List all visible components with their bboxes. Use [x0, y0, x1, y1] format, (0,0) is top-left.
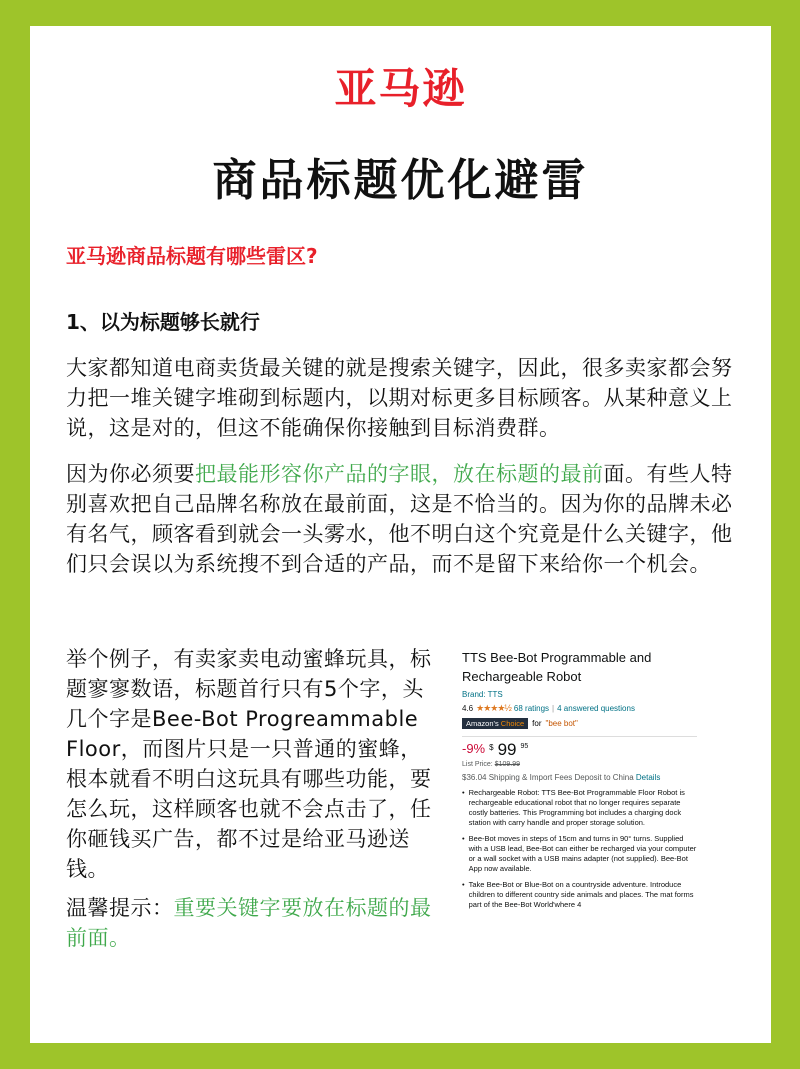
- brand-heading: 亚马逊: [334, 64, 467, 113]
- answered-questions-link[interactable]: 4 answered questions: [557, 704, 635, 713]
- tip-highlight: 重要关键字要放在标题的最前面。: [66, 896, 432, 950]
- page-title: 商品标题优化避雷: [212, 155, 589, 206]
- price-currency: $: [489, 743, 494, 752]
- product-brand-link[interactable]: Brand: TTS: [462, 690, 503, 699]
- paragraph-2: [66, 459, 746, 579]
- list-item: [462, 788, 697, 828]
- bullet-text: Take Bee-Bot or Blue-Bot on a countryside adventure. Introduce children to different country side animals and places. The mat forms part of the Bee-Bot World'where 4: [468, 880, 694, 909]
- discount-percent: -9%: [462, 741, 486, 756]
- list-price-value: $109.99: [494, 761, 520, 768]
- for-label: for: [532, 719, 542, 728]
- badge-choice: Choice: [500, 719, 525, 728]
- paragraph-2-highlight: 把最能形容你产品的字眼，放在标题的最前: [195, 462, 604, 486]
- paragraph-3: 举个例子，有卖家卖电动蜜蜂玩具，标题寥寥数语，标题首行只有5个字，头几个字是Bee-Bot Progreammable Floor，而图片只是一只普通的蜜蜂，根本就看不明白这玩具有哪些功能，要怎么玩，这样顾客也就不会点击了，任你砸钱买广告，都不过是给亚马逊送钱。: [66, 647, 432, 881]
- feature-bullets: [462, 788, 697, 910]
- product-rating: [462, 703, 697, 714]
- bullet-icon: •: [462, 880, 465, 889]
- details-link[interactable]: Details: [635, 773, 661, 782]
- list-price-label: List Price:: [462, 761, 493, 768]
- tip-label: 温馨提示：: [66, 896, 174, 920]
- product-title[interactable]: TTS Bee-Bot Programmable and Rechargeable Robot: [462, 650, 652, 684]
- list-item: [462, 880, 697, 910]
- paragraph-1: 大家都知道电商卖货最关键的就是搜索关键字，因此，很多卖家都会努力把一堆关键字堆砌到标题内，以期对标更多目标顾客。从某种意义上说，这是对的，但这不能确保你接触到目标消费群。: [66, 356, 733, 440]
- paragraph-2-end: 面。有些人特别喜欢把自己品牌名称放在最前面，这是不恰当的。因为你的品牌未必有名气，顾客看到就会一头雾水，他不明白这个究竟是什么关键字，他们只会误以为系统搜不到合适的产品，而不是留下来给你一个机会。: [66, 462, 733, 576]
- point-heading: 1、以为标题够长就行: [66, 310, 260, 334]
- list-item: [462, 834, 697, 874]
- amazons-choice-badge: [462, 718, 528, 729]
- rating-value: 4.6: [462, 704, 474, 713]
- amazons-choice-row: [462, 718, 697, 729]
- tip-paragraph: [66, 893, 436, 953]
- section-question: 亚马逊商品标题有哪些雷区?: [66, 244, 318, 268]
- shipping-info: [462, 773, 697, 782]
- paragraph-2-start: 因为你必须要: [66, 462, 195, 486]
- bullet-icon: •: [462, 788, 465, 797]
- bullet-text: Bee-Bot moves in steps of 15cm and turns in 90° turns. Supplied with a USB lead, Bee-Bot can either be recharged via your computer or a wall socket with a USB mains adapter (not supplied). Bee-Bot App now available.: [468, 834, 697, 873]
- shipping-text: $36.04 Shipping & Import Fees Deposit to China: [462, 773, 634, 782]
- price-whole: 99: [497, 740, 517, 759]
- price-cents: 95: [520, 743, 529, 750]
- list-price: [462, 761, 697, 768]
- badge-prefix: Amazon's: [466, 719, 499, 728]
- star-rating-icon[interactable]: ★★★★½: [476, 703, 511, 713]
- bullet-text: Rechargeable Robot: TTS Bee-Bot Programmable Floor Robot is rechargeable educational robot that no longer requires separate costly batteries. This Programming bot includes a charging dock station with carry handle and proper storage solution.: [468, 788, 685, 827]
- for-query-link[interactable]: "bee bot": [545, 719, 578, 728]
- bullet-icon: •: [462, 834, 465, 843]
- content-card: [30, 26, 771, 1043]
- ratings-count-link[interactable]: 68 ratings: [513, 704, 550, 713]
- price-row: [462, 741, 697, 759]
- divider: [462, 736, 697, 737]
- rating-separator: |: [552, 704, 555, 713]
- product-screenshot: [462, 648, 697, 978]
